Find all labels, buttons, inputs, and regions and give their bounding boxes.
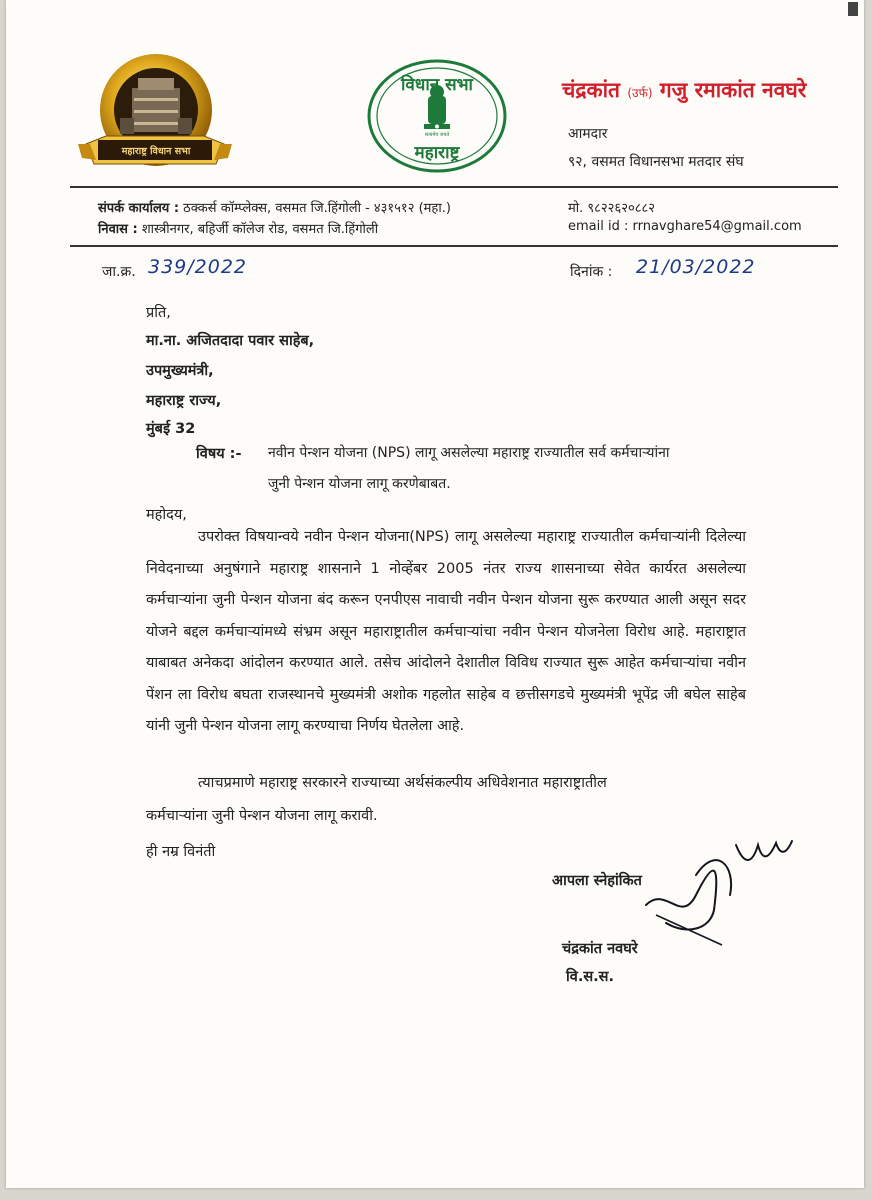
ref-number: 339/2022 — [148, 256, 248, 278]
request-line: ही नम्र विनंती — [146, 844, 216, 860]
mla-name-alias: (उर्फ) — [627, 86, 653, 100]
body-paragraph-2-line-1: त्याचप्रमाणे महाराष्ट्र सरकारने राज्याच्या अर्थसंकल्पीय अधिवेशनात महाराष्ट्रातील — [198, 775, 607, 791]
residence-value: शास्त्रीनगर, बहिर्जी कॉलेज रोड, वसमत जि.हिंगोली — [141, 222, 379, 237]
addressee-designation: उपमुख्यमंत्री, — [146, 363, 214, 379]
residence-address — [98, 219, 378, 237]
body-paragraph-1: उपरोक्त विषयान्वये नवीन पेन्शन योजना(NPS) लागू असलेल्या महाराष्ट्र राज्यातील कर्मचाऱ्यांनी दिलेल्या निवेदनाच्या अनुषंगाने महाराष्ट्र शासनाने 1 नोव्हेंबर 2005 नंतर राज्य शासनाच्या सेवेत कार्यरत असलेल्या कर्मचाऱ्यांना जुनी पेन्शन योजना बंद करून एनपीएस नावाची नवीन पेन्शन योजना सुरू करण्यात आली असून सदर योजने बद्दल कर्मचाऱ्यांमध्ये संभ्रम असून महाराष्ट्रातील कर्मचाऱ्यांचा नवीन पेन्शन योजनेला विरोध आहे. महाराष्ट्रात याबाबत अनेकदा आंदोलन करण्यात आले. तसेच आंदोलने देशातील विविध राज्यात सुरू आहेत कर्मचाऱ्यांचा नवीन पेंशन ला विरोध बघता राजस्थानचे मुख्यमंत्री अशोक गहलोत साहेब व छत्तीसगडचे मुख्यमंत्री भूपेंद्र जी बघेल साहेब यांनी जुनी पेन्शन योजना लागू करण्याचा निर्णय घेतलेला आहे. — [146, 529, 746, 734]
header-divider-bottom — [70, 245, 838, 247]
mla-title: आमदार — [568, 126, 608, 142]
body-paragraph-2-line-2: कर्मचाऱ्यांना जुनी पेन्शन योजना लागू करावी. — [146, 808, 378, 824]
subject-label: विषय :- — [196, 446, 242, 462]
vidhan-bhavan-emblem-icon — [76, 48, 234, 188]
constituency: ९२, वसमत विधानसभा मतदार संघ — [568, 154, 744, 170]
closing-line: आपला स्नेहांकित — [552, 873, 642, 889]
office-address — [98, 198, 451, 216]
office-value: ठक्कर्स कॉम्प्लेक्स, वसमत जि.हिंगोली - ४३१५१२ (महा.) — [183, 201, 451, 216]
subject-line-2: जुनी पेन्शन योजना लागू करणेबाबत. — [268, 476, 451, 492]
center-logo-motto: सत्यमेव जयते — [424, 132, 450, 138]
residence-label: निवास : — [98, 222, 138, 237]
header-divider-top — [70, 186, 838, 188]
subject-line-1: नवीन पेन्शन योजना (NPS) लागू असलेल्या महाराष्ट्र राज्यातील सर्व कर्मचाऱ्यांना — [268, 445, 670, 461]
email-address: email id : rrnavghare54@gmail.com — [568, 219, 802, 234]
signatory-name: चंद्रकांत नवघरे — [562, 941, 638, 957]
center-logo-top-text: विधान सभा — [401, 75, 473, 95]
addressee-city: मुंबई 32 — [146, 421, 196, 437]
left-logo-caption: महाराष्ट्र विधान सभा — [121, 146, 191, 157]
addressee-state: महाराष्ट्र राज्य, — [146, 393, 222, 409]
scan-corner-mark — [848, 2, 858, 16]
mla-name-first: चंद्रकांत — [562, 78, 621, 102]
mla-name-rest: गजु रमाकांत नवघरे — [659, 78, 807, 102]
ref-label: जा.क्र. — [102, 264, 136, 280]
addressee-to: प्रति, — [146, 305, 171, 321]
signatory-designation: वि.स.स. — [566, 969, 614, 985]
center-logo-bottom-text: महाराष्ट्र — [414, 143, 460, 163]
addressee-name: मा.ना. अजितदादा पवार साहेब, — [146, 333, 315, 349]
letter-page — [6, 0, 864, 1188]
mla-name — [562, 76, 862, 104]
salutation: महोदय, — [146, 507, 187, 523]
office-label: संपर्क कार्यालय : — [98, 201, 180, 216]
mobile-number: मो. ९८२२६२०८८२ — [568, 201, 656, 216]
date-label: दिनांक : — [570, 264, 613, 280]
handwritten-signature — [626, 815, 806, 955]
date-value: 21/03/2022 — [636, 256, 756, 278]
